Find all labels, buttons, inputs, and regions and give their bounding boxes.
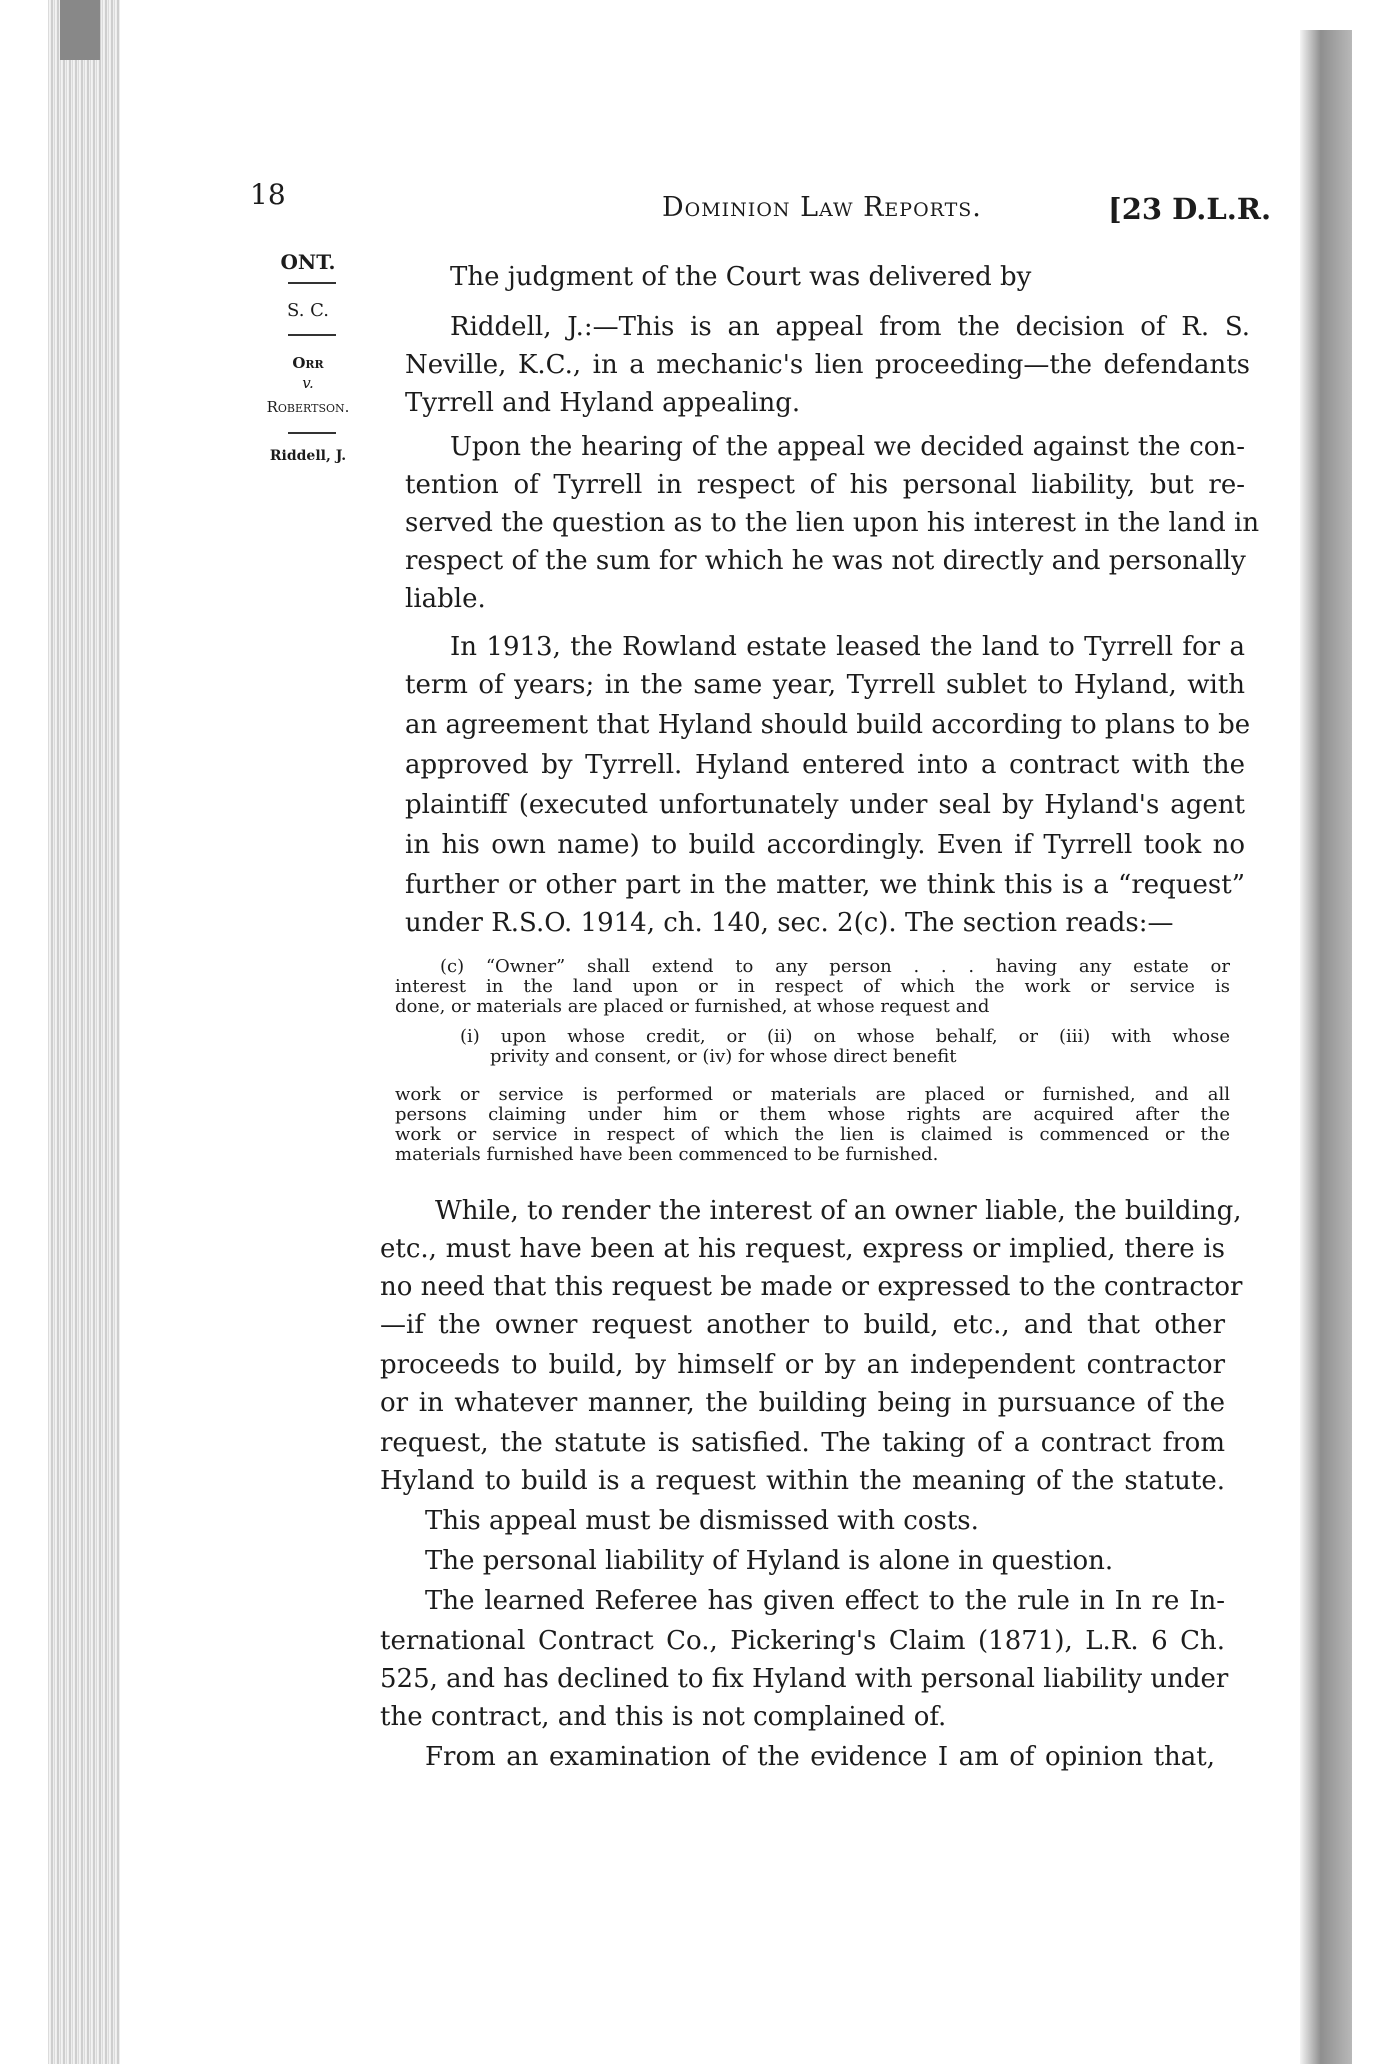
running-head: Dominion Law Reports. bbox=[662, 192, 982, 223]
paragraph-line: an agreement that Hyland should build according to plans to be bbox=[405, 710, 1251, 740]
statute-quote-line: (i) upon whose credit, or (ii) on whose behalf, or (iii) with whose bbox=[460, 1026, 1230, 1047]
paragraph-line: Hyland to build is a request within the meaning of the statute. bbox=[380, 1466, 1225, 1496]
statute-quote-line: privity and consent, or (iv) for whose direct benefit bbox=[490, 1046, 957, 1067]
paragraph-line: ternational Contract Co., Pickering's Claim (1871), L.R. 6 Ch. bbox=[380, 1626, 1225, 1656]
paragraph-line: further or other part in the matter, we think this is a “request” bbox=[405, 870, 1245, 900]
paragraph-line: term of years; in the same year, Tyrrell sublet to Hyland, with bbox=[405, 670, 1245, 700]
paragraph-line: under R.S.O. 1914, ch. 140, sec. 2(c). The section reads:— bbox=[405, 908, 1174, 938]
paragraph-line: The judgment of the Court was delivered by bbox=[450, 262, 1032, 292]
paragraph-line: request, the statute is satisfied. The taking of a contract from bbox=[380, 1428, 1225, 1458]
margin-party-one: Orr bbox=[292, 354, 324, 372]
margin-rule bbox=[288, 432, 336, 434]
paragraph-line: in his own name) to build accordingly. Even if Tyrrell took no bbox=[405, 830, 1245, 860]
page-number: 18 bbox=[250, 178, 286, 211]
margin-rule bbox=[288, 334, 336, 336]
statute-quote-line: (c) “Owner” shall extend to any person . . . having any estate or bbox=[440, 956, 1230, 977]
margin-judge: Riddell, J. bbox=[269, 448, 347, 464]
paragraph-line: Upon the hearing of the appeal we decided against the con- bbox=[450, 432, 1245, 462]
margin-court: S. C. bbox=[287, 300, 329, 321]
margin-versus: v. bbox=[302, 374, 314, 392]
margin-party-two: Robertson. bbox=[266, 398, 350, 416]
margin-rule bbox=[288, 282, 336, 284]
paragraph-line: The learned Referee has given effect to the rule in In re In- bbox=[425, 1586, 1225, 1616]
paragraph-line: Neville, K.C., in a mechanic's lien proceeding—the defendants bbox=[405, 350, 1250, 380]
paragraph-line: The personal liability of Hyland is alone in question. bbox=[425, 1546, 1114, 1576]
paragraph-line: 525, and has declined to fix Hyland with personal liability under bbox=[380, 1664, 1229, 1694]
gutter-shadow bbox=[1300, 30, 1352, 2064]
paragraph-line: or in whatever manner, the building being in pursuance of the bbox=[380, 1388, 1225, 1418]
book-spine-top bbox=[60, 0, 100, 60]
paragraph-line: respect of the sum for which he was not directly and personally bbox=[405, 546, 1246, 576]
paragraph-line: the contract, and this is not complained of. bbox=[380, 1702, 947, 1732]
paragraph-line: While, to render the interest of an owner liable, the building, bbox=[435, 1196, 1242, 1226]
paragraph-line: Riddell, J.:—This is an appeal from the decision of R. S. bbox=[450, 312, 1250, 342]
book-page-edges bbox=[48, 0, 120, 2064]
statute-quote-line: interest in the land upon or in respect of which the work or service is bbox=[395, 976, 1230, 997]
paragraph-line: tention of Tyrrell in respect of his personal liability, but re- bbox=[405, 470, 1245, 500]
paragraph-line: approved by Tyrrell. Hyland entered into a contract with the bbox=[405, 750, 1245, 780]
statute-quote-line: work or service in respect of which the lien is claimed is commenced or the bbox=[395, 1124, 1230, 1145]
facing-page-strip bbox=[1352, 0, 1376, 2064]
paragraph-line: —if the owner request another to build, etc., and that other bbox=[380, 1310, 1225, 1340]
paragraph-line: Tyrrell and Hyland appealing. bbox=[405, 388, 801, 418]
statute-quote-line: materials furnished have been commenced to be furnished. bbox=[395, 1144, 939, 1165]
paragraph-line: liable. bbox=[405, 584, 486, 614]
paragraph-line: proceeds to build, by himself or by an independent contractor bbox=[380, 1350, 1225, 1380]
paragraph-line: In 1913, the Rowland estate leased the land to Tyrrell for a bbox=[450, 632, 1245, 662]
paragraph-line: etc., must have been at his request, express or implied, there is bbox=[380, 1234, 1225, 1264]
paragraph-line: no need that this request be made or expressed to the contractor bbox=[380, 1272, 1243, 1302]
statute-quote-line: done, or materials are placed or furnished, at whose request and bbox=[395, 996, 990, 1017]
volume-reference: [23 D.L.R. bbox=[1108, 192, 1272, 226]
paragraph-line: plaintiff (executed unfortunately under seal by Hyland's agent bbox=[405, 790, 1245, 820]
paragraph-line: This appeal must be dismissed with costs. bbox=[425, 1506, 979, 1536]
statute-quote-line: persons claiming under him or them whose rights are acquired after the bbox=[395, 1104, 1230, 1125]
statute-quote-line: work or service is performed or materials are placed or furnished, and all bbox=[395, 1084, 1230, 1105]
margin-province: ONT. bbox=[280, 250, 336, 274]
paragraph-line: served the question as to the lien upon his interest in the land in bbox=[405, 508, 1260, 538]
paragraph-line: From an examination of the evidence I am of opinion that, bbox=[425, 1742, 1215, 1772]
